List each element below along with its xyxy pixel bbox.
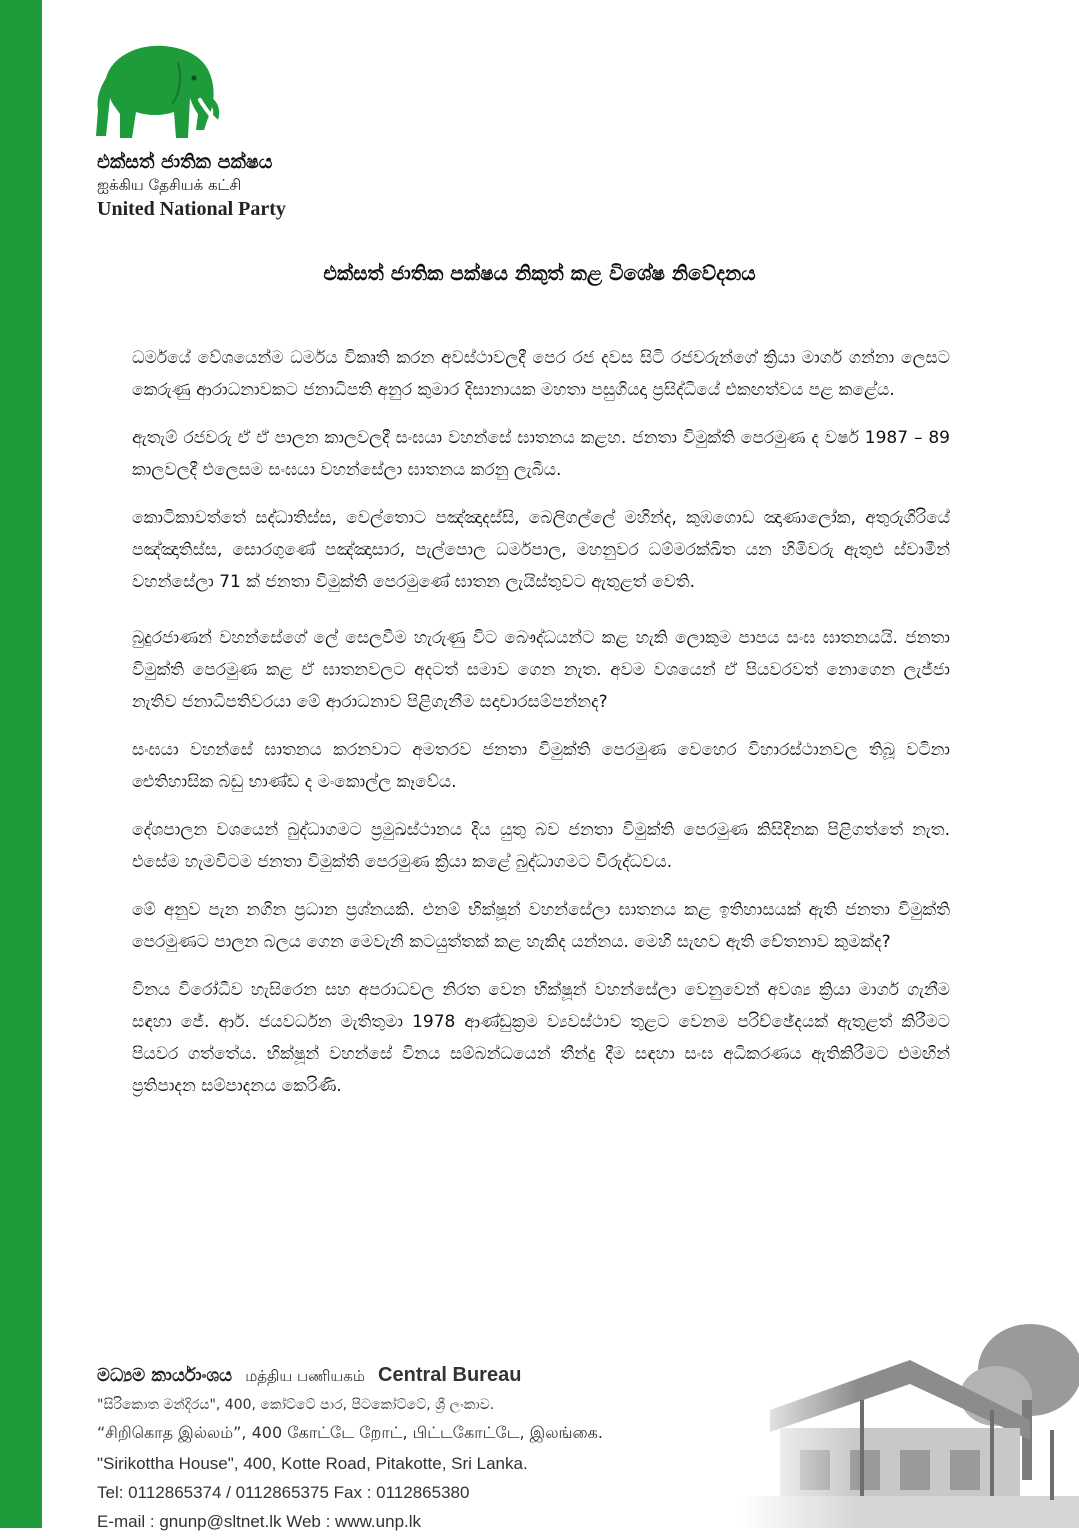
paragraph-3: කොටිකාවත්තේ සද්ධාතිස්ස, වෙල්තොට පඤ්ඤාදස්සි, බෙලිගල්ලේ මහින්ද, කුඹගොඩ ඤාණාලෝක, අතුරුගිරියේ පඤ්ඤාතිස්ස, සොරගුණේ පඤ්ඤාසාර, පැල්පොල ධර්මපාල, මහනුවර ධම්මරක්ඛිත යන හිමිවරු ඇතුළු ස්වාමීන් වහන්සේලා 71 ක් ජනතා විමුක්ති පෙරමුණේ ඝාතන ලැයිස්තුවට ඇතුළත් වෙති. [132,508,950,592]
paragraph-6: දේශපාලන වශයෙන් බුද්ධාගමට ප්‍රමුඛස්ථානය දිය යුතු බව ජනතා විමුක්ති පෙරමුණ කිසිදිනක පිළිගත්තේ නැත. එසේම හැමවිටම ජනතා විමුක්ති පෙරමුණ ක්‍රියා කළේ බුද්ධාගමට විරුද්ධවය. [132,820,950,872]
paragraph-2: ඇතැම් රජවරු ඒ ඒ පාලන කාලවලදී සංඝයා වහන්සේ ඝාතනය කළහ. ජනතා විමුක්ති පෙරමුණ ද වර්ෂ 1987 – 89 කාලවලදී එලෙසම සංඝයා වහන්සේලා ඝාතනය කරනු ලැබීය. [132,428,950,480]
email-web: E-mail : gnunp@sltnet.lk Web : www.unp.lk [97,1512,422,1531]
document-body [132,342,950,1118]
contact-numbers: Tel: 0112865374 / 0112865375 Fax : 0112865380 [97,1483,470,1502]
party-name-block [97,150,417,222]
address-tamil: “சிறிகொத இல்லம்”, 400 கோட்டே றோட், பிட்டகோட்டே, இலங்கை. [97,1423,603,1442]
address-sinhala: "සිරිකොත මන්දිරය", 400, කෝට්ටේ පාර, පිටකෝට්ටේ, ශ්‍රී ලංකාව. [97,1397,495,1413]
paragraph-8: විනය විරෝධීව හැසිරෙන සහ අපරාධවල නිරත වෙන භික්ෂූන් වහන්සේලා වෙනුවෙන් අවශ්‍ය ක්‍රියා මාර්ග ගැනීම සඳහා ජේ. ආර්. ජයවර්ධන මැතිතුමා 1978 ආණ්ඩුක්‍රම ව්‍යවස්ථාව තුළට වෙනම පරිච්ඡේදයක් ඇතුළත් කිරීමට පියවර ගත්තේය. භික්ෂූන් වහන්සේ විනය සම්බන්ධයෙන් තීන්දු දීම සඳහා සංඝ අධිකරණය ඇතිකිරීමට එමඟින් ප්‍රතිපාදන සම්පාදනය කෙරිණි. [132,980,950,1096]
document-title: එක්සත් ජාතික පක්ෂය නිකුත් කළ විශේෂ නිවේදනය [323,261,756,285]
brand-side-bar [0,0,42,1528]
paragraph-7: මේ අනුව පැන නගින ප්‍රධාන ප්‍රශ්නයකි. එනම් භික්ෂූන් වහන්සේලා ඝාතනය කළ ඉතිහාසයක් ඇති ජනතා විමුක්ති පෙරමුණට පාලන බලය ගෙන මෙවැනි කටයුත්තක් කළ හැකිද යන්නය. මෙහි සැඟව ඇති චේතනාව කුමක්ද? [132,900,950,952]
address-english: "Sirikottha House", 400, Kotte Road, Pitakotte, Sri Lanka. [97,1454,528,1473]
party-name-english: United National Party [97,198,286,220]
bureau-english: Central Bureau [378,1364,522,1386]
bureau-heading [97,1358,757,1393]
letterhead-footer [97,1358,757,1536]
elephant-icon [92,38,224,142]
party-name-tamil: ஐக்கிய தேசியக் கட்சி [97,176,242,194]
paragraph-5: සංඝයා වහන්සේ ඝාතනය කරනවාට අමතරව ජනතා විමුක්ති පෙරමුණ වෙහෙර විහාරස්ථානවල තිබූ වටිනා ඓතිහාසික බඩු භාණ්ඩ ද මංකොල්ල කෑවේය. [132,740,950,792]
party-name-sinhala: එක්සත් ජාතික පක්ෂය [97,151,273,173]
bureau-tamil: மத்திய பணியகம் [245,1367,365,1385]
paragraph-4: බුදුරජාණන් වහන්සේගේ ලේ සෙලවීම හැරුණු විට බෞද්ධයන්ට කළ හැකි ලොකුම පාපය සංඝ ඝාතනයයි. ජනතා විමුක්ති පෙරමුණ කළ ඒ ඝාතනවලට අදටත් සමාව ගෙන නැත. අවම වශයෙන් ඒ පියවරවත් නොගෙන ලැජ්ජා නැතිව ජනාධිපතිවරයා මේ ආරාධනාව පිළිගැනීම සදාචාරසම්පන්නද? [132,628,950,712]
party-headquarters-building [740,1300,1079,1528]
bureau-sinhala: මධ්‍යම කාර්යාංශය [97,1365,233,1386]
paragraph-1: ධර්මයේ වේශයෙන්ම ධර්මය විකෘති කරන අවස්ථාවලදී පෙර රජ දවස සිටි රජවරුන්ගේ ක්‍රියා මාර්ග ගන්නා ලෙසට කෙරුණු ආරාධනාවකට ජනාධිපති අනුර කුමාර දිසානායක මහතා පසුගියදා ප්‍රසිද්ධියේ එකඟත්වය පළ කළේය. [132,348,950,400]
